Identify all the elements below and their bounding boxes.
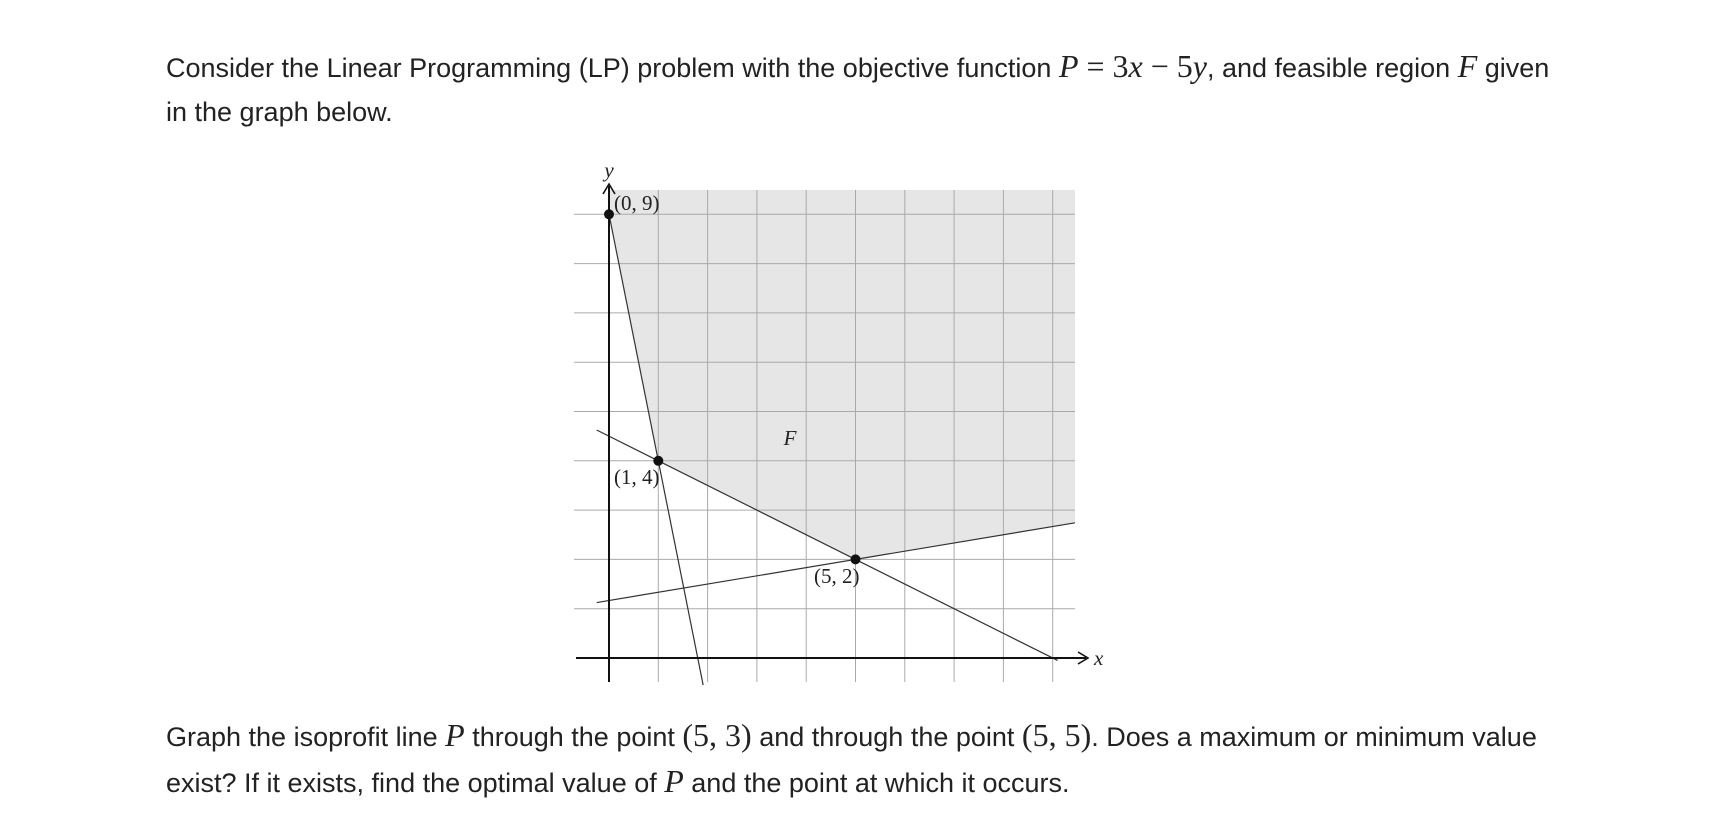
intro-text-3: given in the graph below. xyxy=(166,53,1550,127)
intro-minus: − 5 xyxy=(1142,48,1193,84)
intro-var-f: F xyxy=(1457,48,1478,84)
feasible-region-layer xyxy=(609,190,1075,559)
x-axis-label: x xyxy=(1094,646,1104,670)
question-point-5-5: (5, 5) xyxy=(1021,717,1092,753)
question-text-4: . Does a maximum or minimum value exist? If it exists, find the optimal value of xyxy=(166,722,1537,798)
question-var-p: P xyxy=(445,717,465,753)
feasible-region-f xyxy=(609,190,1075,559)
region-label: F xyxy=(783,426,797,450)
intro-var-p: P xyxy=(1058,48,1079,84)
intro-var-x: x xyxy=(1128,48,1143,84)
intro-text-1: Consider the Linear Programming (LP) problem with the objective function xyxy=(166,53,1059,83)
vertex-point-2 xyxy=(851,554,861,564)
intro-text-2: , and feasible region xyxy=(1207,53,1458,83)
intro-eq: = 3 xyxy=(1078,48,1129,84)
intro-var-y: y xyxy=(1192,48,1207,84)
question-text-3: and through the point xyxy=(751,722,1022,752)
question-point-5-3: (5, 3) xyxy=(682,717,752,753)
question-text xyxy=(166,713,1566,805)
question-text-1: Graph the isoprofit line xyxy=(166,722,446,752)
y-axis-label: y xyxy=(604,158,614,182)
vertex-label-0-9: (0, 9) xyxy=(614,191,660,215)
question-text-2: through the point xyxy=(464,722,683,752)
question-text-5: and the point at which it occurs. xyxy=(683,768,1070,798)
question-var-p-2: P xyxy=(664,763,684,799)
vertex-label-1-4: (1, 4) xyxy=(614,465,660,489)
vertex-label-5-2: (5, 2) xyxy=(814,564,860,588)
vertex-point-0 xyxy=(604,209,614,219)
